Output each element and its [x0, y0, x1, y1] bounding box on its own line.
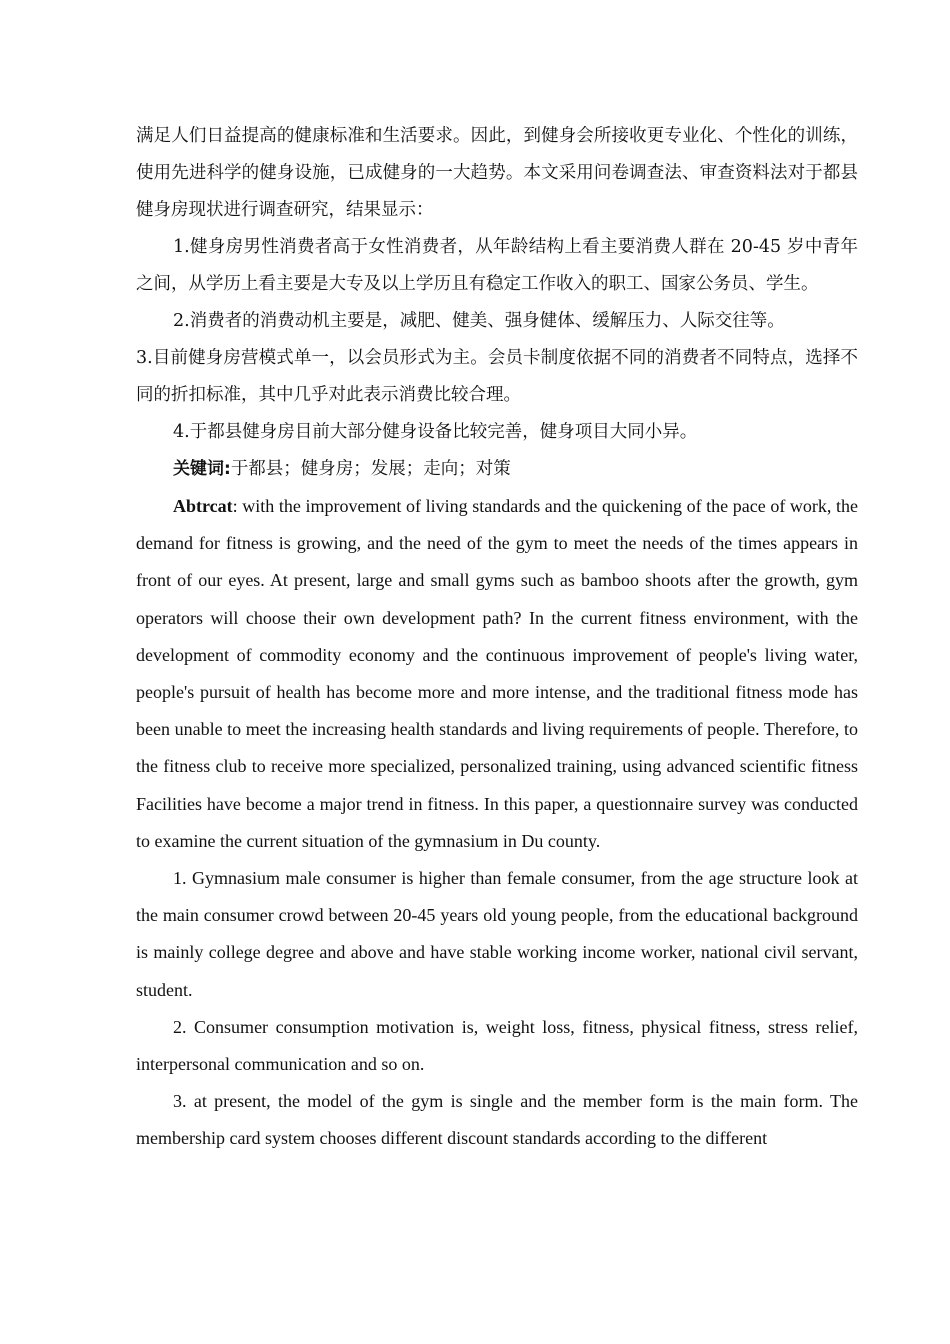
en-result-item-3: 3. at present, the model of the gym is single and the member form is the main form. The membership card system chooses different discount standards according to the different — [136, 1091, 858, 1149]
en-result-item-1: 1. Gymnasium male consumer is higher than female consumer, from the age structure look at the main consumer crowd between 20-45 years old young people, from the educational background is mainly college degree and above and have stable working income worker, national civil servant, student. — [136, 868, 858, 1000]
cn-result-item-4: 4.于都县健身房目前大部分健身设备比较完善，健身项目大同小异。 — [173, 422, 698, 442]
keywords-line — [136, 451, 858, 488]
abstract-text: : with the improvement of living standards and the quickening of the pace of work, the demand for fitness is growing, and the need of the gym to meet the needs of the times appears in front of our eyes. At present, large and small gyms such as bamboo shoots after the growth, gym operators will choose their own development path? In the current fitness environment, with the development of commodity economy and the continuous improvement of people's living water, people's pursuit of health has become more and more intense, and the traditional fitness mode has been unable to meet the increasing health standards and living requirements of people. Therefore, to the fitness club to receive more specialized, personalized training, using advanced scientific fitness Facilities have become a major trend in fitness. In this paper, a questionnaire survey was conducted to examine the current situation of the gymnasium in Du county. — [136, 496, 858, 851]
keywords-label: 关键词: — [173, 459, 231, 479]
document-page — [136, 118, 858, 1158]
en-result-item-2: 2. Consumer consumption motivation is, weight loss, fitness, physical fitness, stress relief, interpersonal communication and so on. — [136, 1016, 858, 1075]
cn-result-item-3: 3.目前健身房营模式单一，以会员形式为主。会员卡制度依据不同的消费者不同特点，选择不同的折扣标准，其中几乎对此表示消费比较合理。 — [136, 348, 858, 405]
keywords-text: 于都县；健身房；发展；走向；对策 — [230, 459, 511, 479]
cn-result-item-1: 1.健身房男性消费者高于女性消费者，从年龄结构上看主要消费人群在 20-45 岁中青年之间，从学历上看主要是大专及以上学历且有稳定工作收入的职工、国家公务员、学生。 — [136, 237, 858, 294]
abstract-label: Abtrcat — [173, 496, 233, 516]
cn-result-item-2: 2.消费者的消费动机主要是，减肥、健美、强身健体、缓解压力、人际交往等。 — [173, 311, 785, 331]
abstract-paragraph — [136, 488, 858, 860]
cn-intro-paragraph: 满足人们日益提高的健康标准和生活要求。因此，到健身会所接收更专业化、个性化的训练，使用先进科学的健身设施，已成健身的一大趋势。本文采用问卷调查法、审查资料法对于都县健身房现状进行调查研究，结果显示： — [136, 126, 858, 220]
